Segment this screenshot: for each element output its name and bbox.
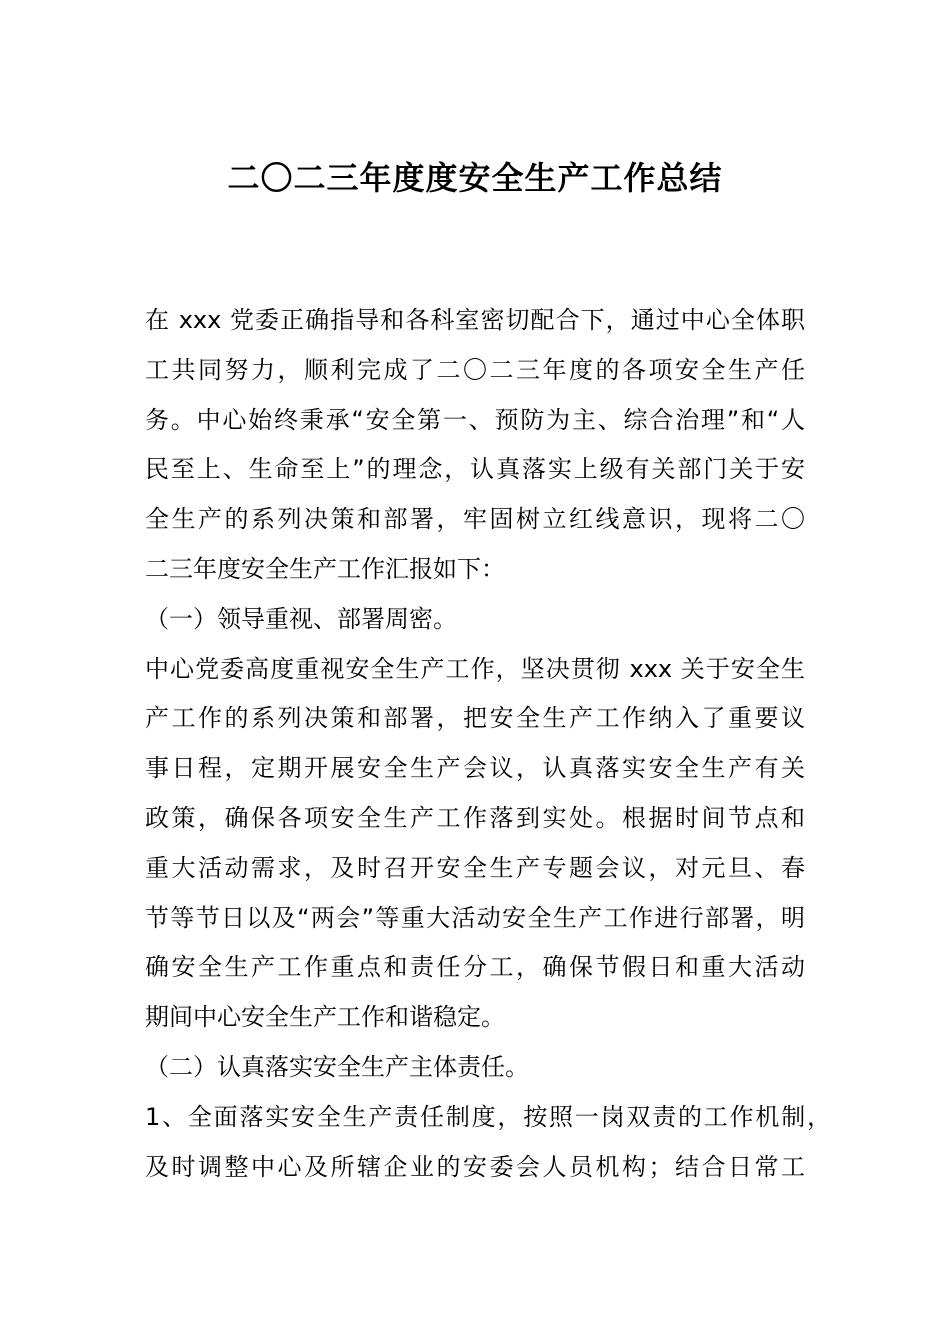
paragraph-line: 节等节日以及“两会”等重大活动安全生产工作进行部署，明 (145, 903, 805, 932)
paragraph-line: 及时调整中心及所辖企业的安委会人员机构；结合日常工 (145, 1152, 805, 1181)
paragraph-line: 重大活动需求，及时召开安全生产专题会议，对元旦、春 (145, 853, 805, 882)
section-heading: （一）领导重视、部署周密。 (145, 604, 457, 633)
paragraph-line: 政策，确保各项安全生产工作落到实处。根据时间节点和 (145, 803, 805, 832)
paragraph-line: 二三年度安全生产工作汇报如下： (145, 554, 505, 583)
document-body (145, 296, 835, 1192)
paragraph-line: 民至上、生命至上”的理念，认真落实上级有关部门关于安 (145, 455, 805, 484)
section-heading: （二）认真落实安全生产主体责任。 (145, 1052, 529, 1081)
paragraph-line: 产工作的系列决策和部署，把安全生产工作纳入了重要议 (145, 704, 805, 733)
paragraph-line: 在 xxx 党委正确指导和各科室密切配合下，通过中心全体职 (145, 306, 805, 334)
paragraph-line: 确安全生产工作重点和责任分工，确保节假日和重大活动 (145, 953, 805, 982)
paragraph-line: 全生产的系列决策和部署，牢固树立红线意识，现将二〇 (145, 505, 805, 534)
paragraph-line: 工共同努力，顺利完成了二〇二三年度的各项安全生产任 (145, 355, 805, 384)
paragraph-line: 中心党委高度重视安全生产工作，坚决贯彻 xxx 关于安全生 (145, 654, 805, 683)
paragraph-line: 事日程，定期开展安全生产会议，认真落实安全生产有关 (145, 754, 805, 783)
document-title: 二〇二三年度度安全生产工作总结 (227, 159, 723, 197)
paragraph-line: 务。中心始终秉承“安全第一、预防为主、综合治理”和“人 (145, 405, 805, 434)
paragraph-line: 期间中心安全生产工作和谐稳定。 (145, 1003, 505, 1032)
paragraph-line: 1、全面落实安全生产责任制度，按照一岗双责的工作机制， (145, 1102, 831, 1131)
